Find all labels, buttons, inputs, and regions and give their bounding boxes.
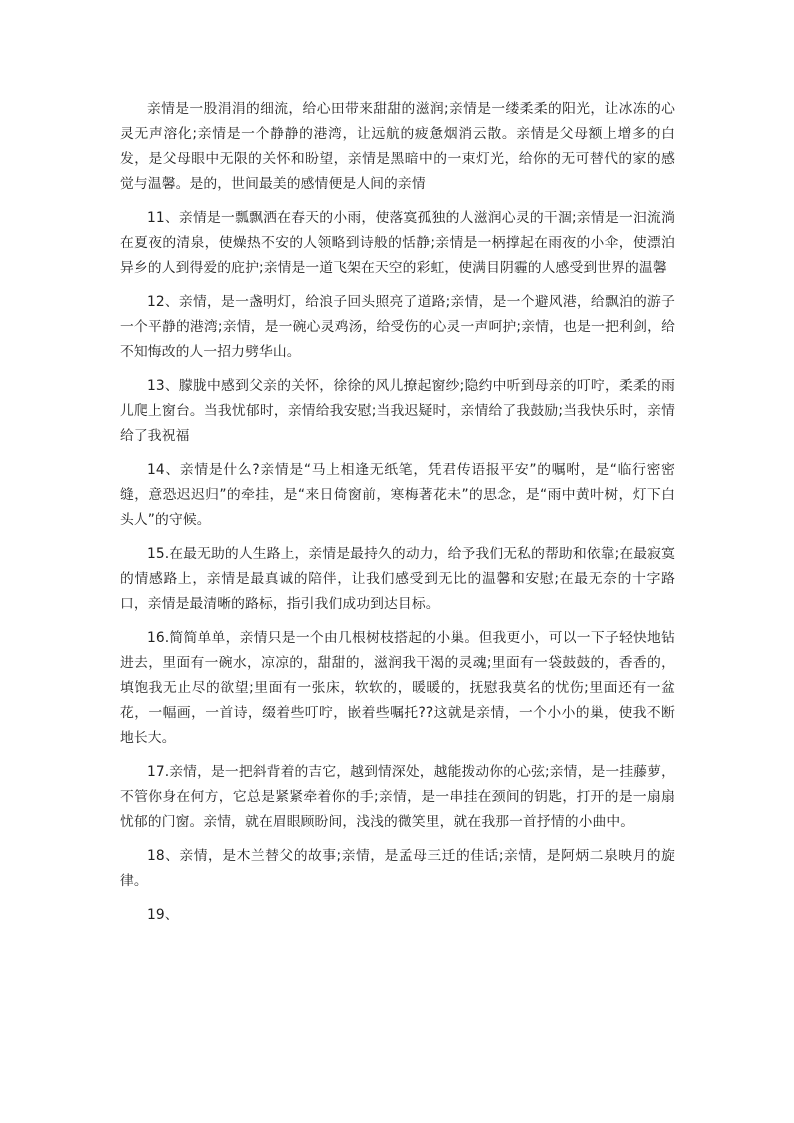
paragraph-intro: 亲情是一股涓涓的细流，给心田带来甜甜的滋润;亲情是一缕柔柔的阳光，让冰冻的心灵无声溶化;亲情是一个静静的港湾，让远航的疲惫烟消云散。亲情是父母额上增多的白发，是父母眼中无限的关怀和盼望，亲情是黑暗中的一束灯光，给你的无可替代的家的感觉与温馨。是的，世间最美的感情便是人间的亲情 bbox=[120, 101, 675, 192]
paragraph-13: 13、朦胧中感到父亲的关怀，徐徐的风儿撩起窗纱;隐约中听到母亲的叮咛，柔柔的雨儿爬上窗台。当我忧郁时，亲情给我安慰;当我迟疑时，亲情给了我鼓励;当我快乐时，亲情给了我祝福 bbox=[120, 378, 675, 444]
paragraph-19: 19、 bbox=[147, 907, 179, 923]
document-body bbox=[120, 97, 675, 937]
paragraph-18: 18、亲情，是木兰替父的故事;亲情，是孟母三迁的佳话;亲情，是阿炳二泉映月的旋律。 bbox=[120, 848, 675, 889]
paragraph-12: 12、亲情，是一盏明灯，给浪子回头照亮了道路;亲情，是一个避风港，给飘泊的游子一个平静的港湾;亲情，是一碗心灵鸡汤，给受伤的心灵一声呵护;亲情，也是一把利剑，给不知悔改的人一招力劈华山。 bbox=[120, 294, 675, 360]
paragraph-14: 14、亲情是什么?亲情是“马上相逢无纸笔，凭君传语报平安”的嘱咐，是“临行密密缝，意恐迟迟归”的牵挂，是“来日倚窗前，寒梅著花未”的思念，是“雨中黄叶树，灯下白头人”的守候。 bbox=[120, 462, 675, 528]
paragraph-15: 15.在最无助的人生路上，亲情是最持久的动力，给予我们无私的帮助和依靠;在最寂寞的情感路上，亲情是最真诚的陪伴，让我们感受到无比的温馨和安慰;在最无奈的十字路口，亲情是最清晰的路标，指引我们成功到达目标。 bbox=[120, 546, 675, 612]
paragraph-11: 11、亲情是一瓢飘洒在春天的小雨，使落寞孤独的人滋润心灵的干涸;亲情是一汩流淌在夏夜的清泉，使燥热不安的人领略到诗般的恬静;亲情是一柄撑起在雨夜的小伞，使漂泊异乡的人到得爱的庇护;亲情是一道飞架在天空的彩虹，使满目阴霾的人感受到世界的温馨 bbox=[120, 210, 675, 276]
paragraph-16: 16.简简单单，亲情只是一个由几根树枝搭起的小巢。但我更小，可以一下子轻快地钻进去，里面有一碗水，凉凉的，甜甜的，滋润我干渴的灵魂;里面有一袋鼓鼓的，香香的，填饱我无止尽的欲望;里面有一张床，软软的，暖暖的，抚慰我莫名的忧伤;里面还有一盆花，一幅画，一首诗，缀着些叮咛，嵌着些嘱托??这就是亲情，一个小小的巢，使我不断地长大。 bbox=[120, 630, 675, 746]
paragraph-17: 17.亲情，是一把斜背着的吉它，越到情深处，越能拨动你的心弦;亲情，是一挂藤萝，不管你身在何方，它总是紧紧牵着你的手;亲情，是一串挂在颈间的钥匙，打开的是一扇扇忧郁的门窗。亲情，就在眉眼顾盼间，浅浅的微笑里，就在我那一首抒情的小曲中。 bbox=[120, 764, 675, 830]
